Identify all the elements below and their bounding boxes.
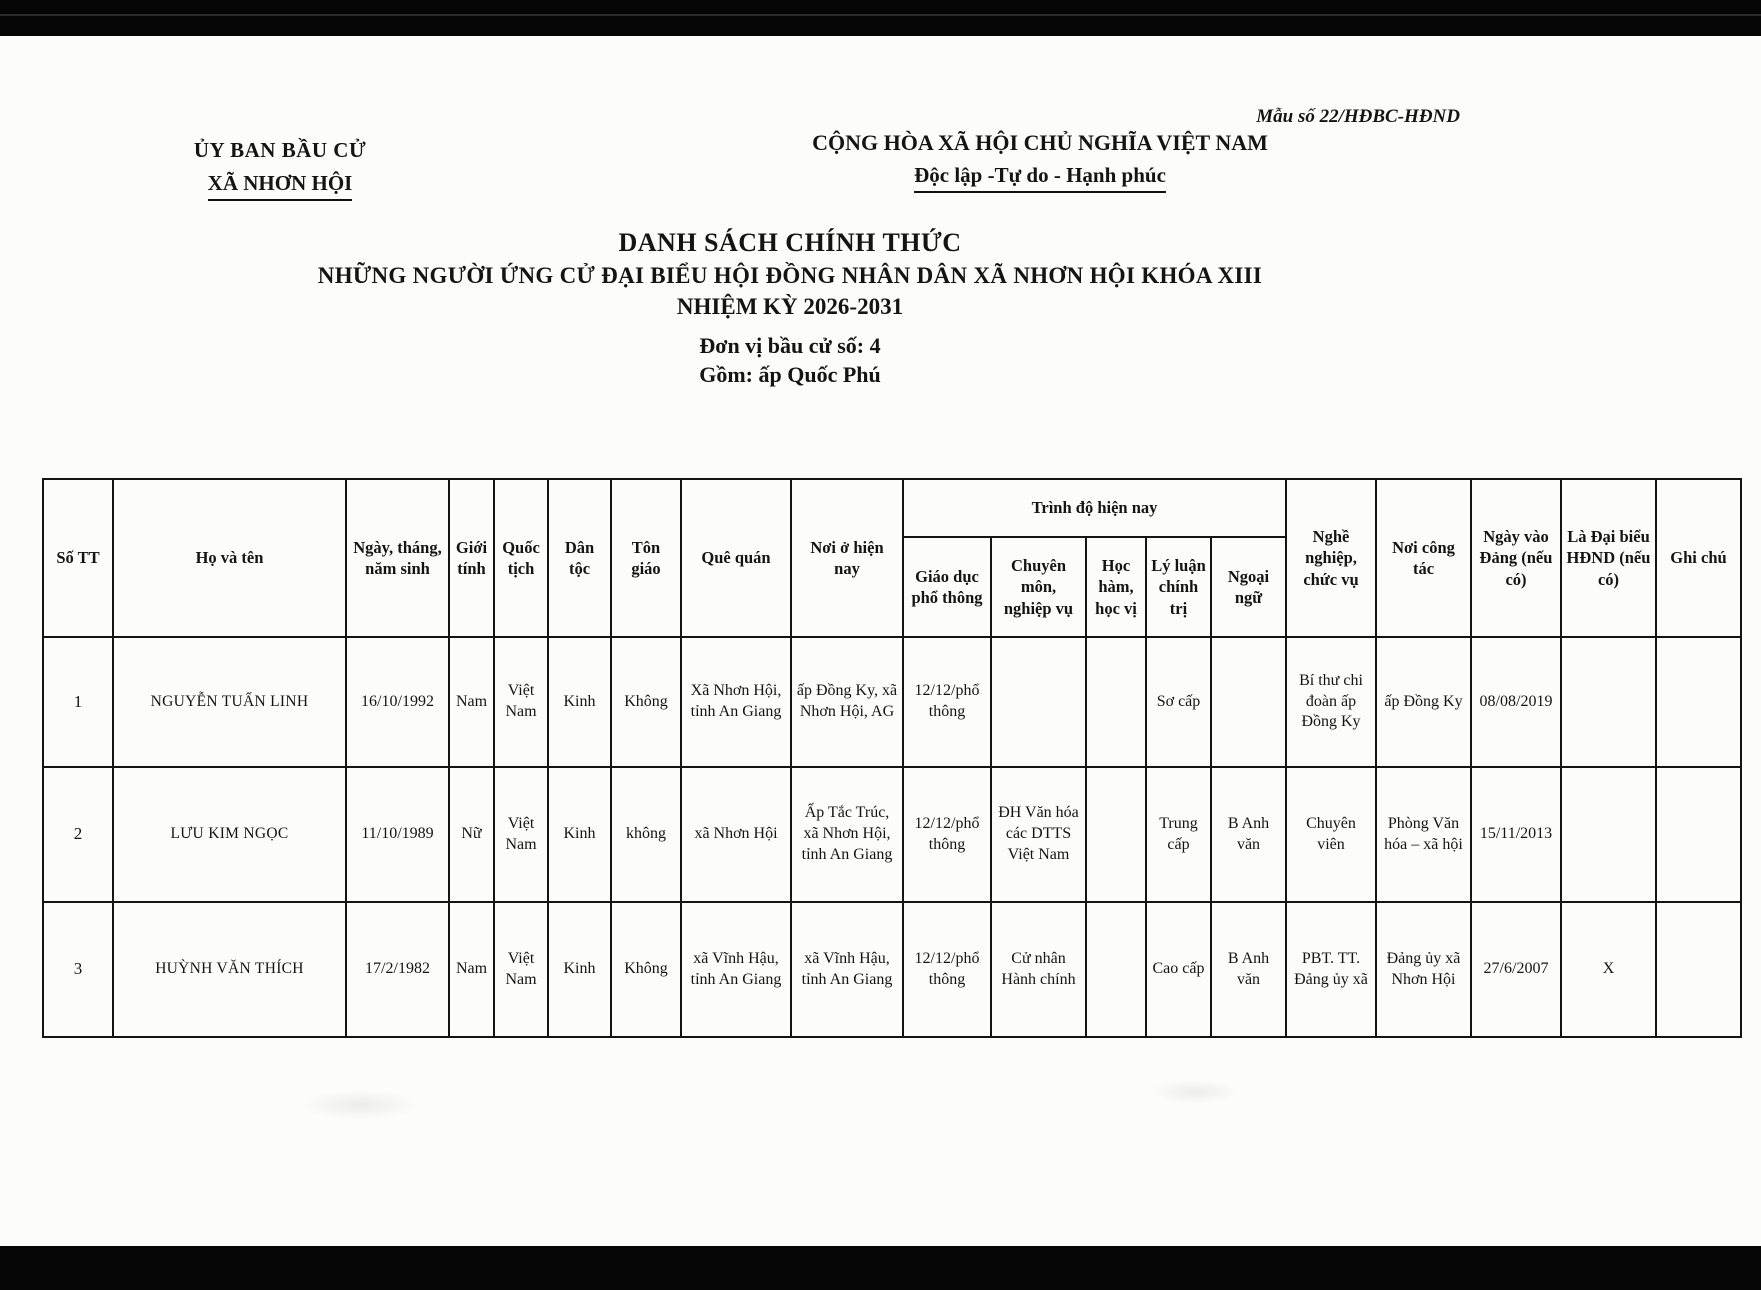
col-header-dob: Ngày, tháng, năm sinh <box>346 479 449 637</box>
cell-foreign-language: B Anh văn <box>1211 767 1286 902</box>
scan-artifact-bottom-bar <box>0 1246 1761 1290</box>
col-header-professional: Chuyên môn, nghiệp vụ <box>991 537 1086 637</box>
issuer-block <box>120 138 440 201</box>
cell-hometown: xã Vĩnh Hậu, tỉnh An Giang <box>681 902 791 1037</box>
cell-ethnicity: Kinh <box>548 767 611 902</box>
col-header-religion: Tôn giáo <box>611 479 681 637</box>
cell-political-theory: Trung cấp <box>1146 767 1211 902</box>
cell-occupation: Chuyên viên <box>1286 767 1376 902</box>
doc-term: NHIỆM KỲ 2026-2031 <box>676 294 904 319</box>
cell-religion: không <box>611 767 681 902</box>
col-header-name: Họ và tên <box>113 479 346 637</box>
doc-subtitle: NHỮNG NGƯỜI ỨNG CỬ ĐẠI BIỂU HỘI ĐỒNG NHÂN DÂN XÃ NHƠN HỘI KHÓA XIII <box>317 263 1263 288</box>
cell-residence: Ấp Tắc Trúc, xã Nhơn Hội, tỉnh An Giang <box>791 767 903 902</box>
table-row <box>43 767 1741 902</box>
col-header-general-education: Giáo dục phổ thông <box>903 537 991 637</box>
col-header-workplace: Nơi công tác <box>1376 479 1471 637</box>
cell-gender: Nam <box>449 637 494 767</box>
cell-stt: 1 <box>43 637 113 767</box>
national-header-block <box>790 130 1290 193</box>
col-header-ethnicity: Dân tộc <box>548 479 611 637</box>
cell-council-member <box>1561 637 1656 767</box>
cell-residence: ấp Đồng Ky, xã Nhơn Hội, AG <box>791 637 903 767</box>
cell-council-member <box>1561 767 1656 902</box>
cell-workplace: Phòng Văn hóa – xã hội <box>1376 767 1471 902</box>
cell-occupation: PBT. TT. Đảng ủy xã <box>1286 902 1376 1037</box>
cell-religion: Không <box>611 637 681 767</box>
cell-stt: 2 <box>43 767 113 902</box>
cell-notes <box>1656 767 1741 902</box>
election-unit-block <box>0 333 1580 388</box>
scan-smudge <box>300 1090 420 1120</box>
col-header-academic: Học hàm, học vị <box>1086 537 1146 637</box>
cell-political-theory: Cao cấp <box>1146 902 1211 1037</box>
cell-name: LƯU KIM NGỌC <box>113 767 346 902</box>
col-header-hometown: Quê quán <box>681 479 791 637</box>
election-unit-scope: Gồm: ấp Quốc Phú <box>699 362 881 387</box>
issuer-locality: XÃ NHƠN HỘI <box>120 171 440 201</box>
cell-professional: Cử nhân Hành chính <box>991 902 1086 1037</box>
cell-nationality: Việt Nam <box>494 902 548 1037</box>
cell-gender: Nữ <box>449 767 494 902</box>
cell-name: HUỲNH VĂN THÍCH <box>113 902 346 1037</box>
cell-professional: ĐH Văn hóa các DTTS Việt Nam <box>991 767 1086 902</box>
cell-dob: 17/2/1982 <box>346 902 449 1037</box>
national-title: CỘNG HÒA XÃ HỘI CHỦ NGHĨA VIỆT NAM <box>812 130 1268 155</box>
candidates-table <box>42 478 1742 1038</box>
cell-party-date: 15/11/2013 <box>1471 767 1561 902</box>
col-header-party-date: Ngày vào Đảng (nếu có) <box>1471 479 1561 637</box>
election-unit-number: Đơn vị bầu cử số: 4 <box>699 333 881 358</box>
cell-dob: 11/10/1989 <box>346 767 449 902</box>
cell-party-date: 27/6/2007 <box>1471 902 1561 1037</box>
cell-workplace: Đảng ủy xã Nhơn Hội <box>1376 902 1471 1037</box>
cell-occupation: Bí thư chi đoàn ấp Đồng Ky <box>1286 637 1376 767</box>
col-header-occupation: Nghề nghiệp, chức vụ <box>1286 479 1376 637</box>
cell-general-education: 12/12/phổ thông <box>903 767 991 902</box>
cell-general-education: 12/12/phổ thông <box>903 637 991 767</box>
col-header-foreign-language: Ngoại ngữ <box>1211 537 1286 637</box>
cell-religion: Không <box>611 902 681 1037</box>
national-motto: Độc lập -Tự do - Hạnh phúc <box>790 163 1290 193</box>
cell-notes <box>1656 902 1741 1037</box>
cell-workplace: ấp Đồng Ky <box>1376 637 1471 767</box>
cell-ethnicity: Kinh <box>548 637 611 767</box>
cell-name: NGUYỄN TUẤN LINH <box>113 637 346 767</box>
cell-professional <box>991 637 1086 767</box>
issuer-name: ỦY BAN BẦU CỬ <box>193 138 367 162</box>
form-number: Mẫu số 22/HĐBC-HĐND <box>1256 106 1460 127</box>
col-header-nationality: Quốc tịch <box>494 479 548 637</box>
col-header-political-theory: Lý luận chính trị <box>1146 537 1211 637</box>
cell-foreign-language <box>1211 637 1286 767</box>
cell-academic <box>1086 767 1146 902</box>
table-row <box>43 902 1741 1037</box>
col-header-gender: Giới tính <box>449 479 494 637</box>
cell-political-theory: Sơ cấp <box>1146 637 1211 767</box>
cell-general-education: 12/12/phổ thông <box>903 902 991 1037</box>
col-header-qualifications-group: Trình độ hiện nay <box>903 479 1286 537</box>
cell-residence: xã Vĩnh Hậu, tỉnh An Giang <box>791 902 903 1037</box>
cell-gender: Nam <box>449 902 494 1037</box>
cell-council-member: X <box>1561 902 1656 1037</box>
cell-dob: 16/10/1992 <box>346 637 449 767</box>
cell-foreign-language: B Anh văn <box>1211 902 1286 1037</box>
cell-academic <box>1086 637 1146 767</box>
cell-hometown: xã Nhơn Hội <box>681 767 791 902</box>
document-title-block <box>0 228 1580 320</box>
table-row <box>43 637 1741 767</box>
doc-title: DANH SÁCH CHÍNH THỨC <box>618 228 962 257</box>
cell-stt: 3 <box>43 902 113 1037</box>
scan-smudge <box>1150 1080 1240 1104</box>
col-header-residence: Nơi ở hiện nay <box>791 479 903 637</box>
cell-nationality: Việt Nam <box>494 637 548 767</box>
col-header-council-member: Là Đại biểu HĐND (nếu có) <box>1561 479 1656 637</box>
cell-academic <box>1086 902 1146 1037</box>
cell-hometown: Xã Nhơn Hội, tỉnh An Giang <box>681 637 791 767</box>
col-header-stt: Số TT <box>43 479 113 637</box>
cell-ethnicity: Kinh <box>548 902 611 1037</box>
scan-artifact-top-bar <box>0 0 1761 36</box>
cell-notes <box>1656 637 1741 767</box>
cell-nationality: Việt Nam <box>494 767 548 902</box>
cell-party-date: 08/08/2019 <box>1471 637 1561 767</box>
col-header-notes: Ghi chú <box>1656 479 1741 637</box>
